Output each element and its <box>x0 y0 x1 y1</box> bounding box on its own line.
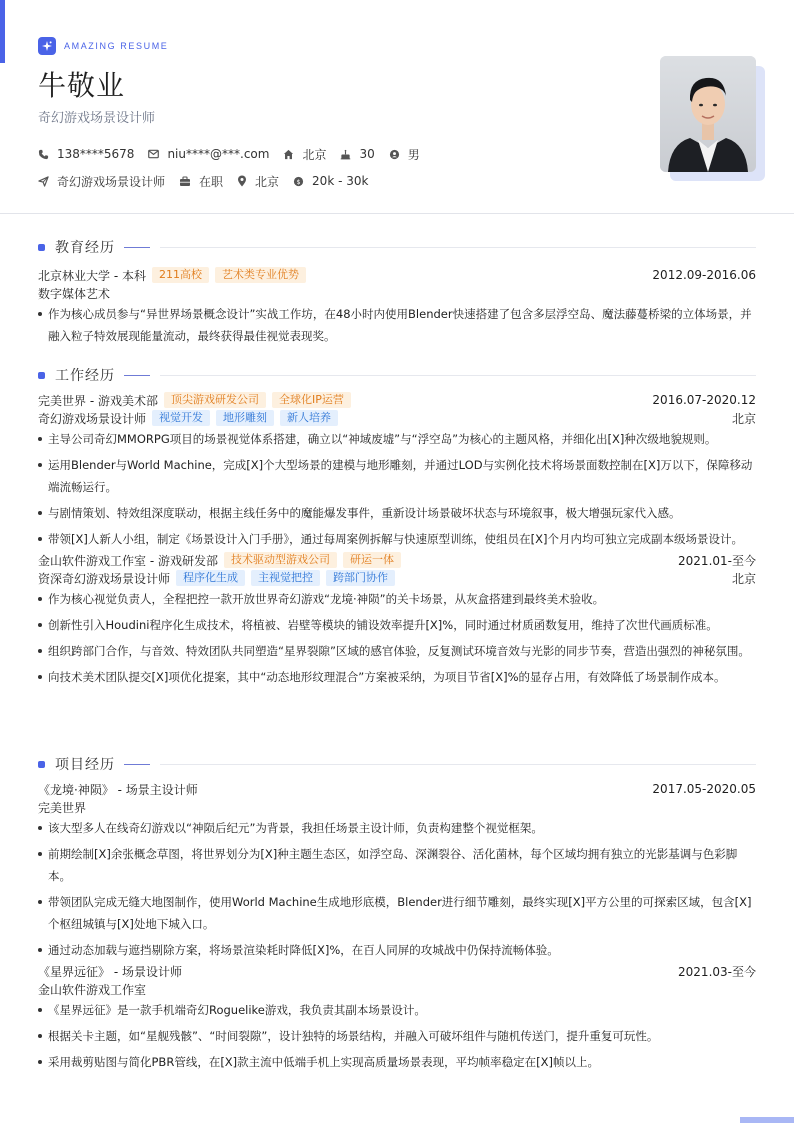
header-divider <box>0 213 794 214</box>
list-item: 运用Blender与World Machine，完成[X]个大型场景的建模与地形雕刻，并通过LOD与实例化技术将场景面数控制在[X]万以下，保障移动端流畅运行。 <box>38 454 756 498</box>
project-entry-header <box>38 962 756 980</box>
education-bullets <box>38 303 756 347</box>
work-bullets <box>38 428 756 550</box>
project-name: 《龙境·神陨》 - 场景主设计师 <box>38 782 198 797</box>
work-city: 北京 <box>731 411 756 426</box>
project-date: 2017.05-2020.05 <box>652 782 756 796</box>
brand <box>38 37 168 55</box>
role-tag: 视觉开发 <box>152 410 210 426</box>
company-tag: 全球化IP运营 <box>272 392 351 408</box>
salary-item <box>293 173 368 189</box>
list-item: 通过动态加载与遮挡剔除方案，将场景渲染耗时降低[X]%，在百人同屏的攻城战中仍保持流畅体验。 <box>38 939 756 961</box>
work-entry-header <box>38 551 756 569</box>
list-item: 前期绘制[X]余张概念草图，将世界划分为[X]种主题生态区，如浮空岛、深渊裂谷、活化菌林，每个区域均拥有独立的光影基调与色彩脚本。 <box>38 843 756 887</box>
list-item: 根据关卡主题，如“星舰残骸”、“时间裂隙”，设计独特的场景结构，并融入可破坏组件与随机传送门，提升重复可玩性。 <box>38 1025 756 1047</box>
project-date: 2021.03-至今 <box>678 964 756 979</box>
work-city: 北京 <box>731 571 756 586</box>
section-bullet-icon <box>38 244 45 251</box>
target-city: 北京 <box>255 174 280 189</box>
work-bullets <box>38 588 756 688</box>
section-header <box>38 364 756 386</box>
section-title: 教育经历 <box>55 240 115 256</box>
cake-icon <box>340 149 351 160</box>
list-item: 带领[X]人新人小组，制定《场景设计入门手册》，通过每周案例拆解与快速原型训练，使组员在[X]个月内均可独立完成副本级场景设计。 <box>38 528 756 550</box>
section-accent-line <box>124 247 150 248</box>
age-item <box>340 146 374 162</box>
profile-photo <box>660 56 756 172</box>
location-pin-icon <box>237 175 247 187</box>
role-tag: 程序化生成 <box>176 570 245 586</box>
work-entry-header <box>38 391 756 409</box>
education-entry-header <box>38 266 756 284</box>
work-section <box>38 364 756 692</box>
section-title: 项目经历 <box>55 757 115 773</box>
age: 30 <box>359 147 375 161</box>
list-item: 向技术美术团队提交[X]项优化提案，其中“动态地形纹理混合”方案被采纳，为项目节省[X]%的显存占用，有效降低了场景制作成本。 <box>38 666 756 688</box>
project-org: 完美世界 <box>38 800 87 815</box>
role-tag: 新人培养 <box>280 410 338 426</box>
employment-status: 在职 <box>199 174 224 189</box>
section-divider <box>160 764 756 765</box>
project-entry-header <box>38 780 756 798</box>
project-name: 《星界远征》 - 场景设计师 <box>38 964 182 979</box>
company-tag: 顶尖游戏研发公司 <box>164 392 266 408</box>
section-divider <box>160 375 756 376</box>
school-tag: 艺术类专业优势 <box>215 267 306 283</box>
role-tag: 地形雕刻 <box>216 410 274 426</box>
list-item: 带领团队完成无缝大地图制作，使用World Machine生成地形底模，Blender进行细节雕刻，最终实现[X]平方公里的可探索区域，包含[X]个枢纽城镇与[X]处地下城入口。 <box>38 891 756 935</box>
company-name: 金山软件游戏工作室 - 游戏研发部 <box>38 553 218 568</box>
role-tag: 主视觉把控 <box>251 570 320 586</box>
svg-text:$: $ <box>296 177 301 186</box>
list-item: 创新性引入Houdini程序化生成技术，将植被、岩壁等模块的铺设效率提升[X]%，同时通过材质函数复用，维持了次世代画质标准。 <box>38 614 756 636</box>
list-item: 采用裁剪贴图与简化PBR管线，在[X]款主流中低端手机上实现高质量场景表现，平均帧率稳定在[X]帧以上。 <box>38 1051 756 1073</box>
status-item <box>179 173 223 189</box>
company-tag: 研运一体 <box>343 552 401 568</box>
role-tag: 跨部门协作 <box>326 570 395 586</box>
work-role-row <box>38 409 756 427</box>
project-org-row <box>38 980 756 998</box>
section-accent-line <box>124 764 150 765</box>
home-icon <box>283 149 294 160</box>
target-role: 奇幻游戏场景设计师 <box>57 174 166 189</box>
list-item: 该大型多人在线奇幻游戏以“神陨后纪元”为背景，我担任场景主设计师，负责构建整个视觉框架。 <box>38 817 756 839</box>
brand-text: AMAZING RESUME <box>64 41 169 51</box>
salary-range: 20k - 30k <box>312 174 369 188</box>
company-tag: 技术驱动型游戏公司 <box>224 552 337 568</box>
job-role: 奇幻游戏场景设计师 <box>38 411 147 426</box>
project-org: 金山软件游戏工作室 <box>38 982 147 997</box>
coin-icon <box>293 176 304 187</box>
work-date: 2021.01-至今 <box>678 553 756 568</box>
section-header <box>38 753 756 775</box>
target-city-item <box>237 173 279 189</box>
major: 数字媒体艺术 <box>38 286 111 301</box>
section-accent-line <box>124 375 150 376</box>
list-item: 与剧情策划、特效组深度联动，根据主线任务中的魔能爆发事件，重新设计场景破坏状态与环境叙事，极大增强玩家代入感。 <box>38 502 756 524</box>
education-section <box>38 236 756 351</box>
briefcase-icon <box>179 176 191 187</box>
work-role-row <box>38 569 756 587</box>
list-item: 作为核心成员参与“异世界场景概念设计”实战工作坊，在48小时内使用Blender快速搭建了包含多层浮空岛、魔法藤蔓桥梁的立体场景，并融入粒子特效展现能量流动，最终获得最佳视觉表现奖。 <box>38 303 756 347</box>
gender-item <box>389 146 420 162</box>
section-bullet-icon <box>38 761 45 768</box>
gender-icon <box>389 149 400 160</box>
section-title: 工作经历 <box>55 368 115 384</box>
phone-number: 138****5678 <box>57 147 135 161</box>
list-item: 作为核心视觉负责人，全程把控一款开放世界奇幻游戏“龙境·神陨”的关卡场景，从灰盒搭建到最终美术验收。 <box>38 588 756 610</box>
work-date: 2016.07-2020.12 <box>652 393 756 407</box>
job-role: 资深奇幻游戏场景设计师 <box>38 571 171 586</box>
hometown: 北京 <box>302 147 327 162</box>
job-intent-row <box>38 173 382 189</box>
school-name: 北京林业大学 - 本科 <box>38 268 146 283</box>
project-bullets <box>38 817 756 961</box>
education-date: 2012.09-2016.06 <box>652 268 756 282</box>
project-org-row <box>38 798 756 816</box>
section-bullet-icon <box>38 372 45 379</box>
section-divider <box>160 247 756 248</box>
project-bullets <box>38 999 756 1073</box>
email-item <box>148 146 269 162</box>
projects-section <box>38 753 756 1077</box>
sparkle-icon <box>38 37 56 55</box>
send-icon <box>38 176 49 187</box>
phone-item <box>38 146 134 162</box>
contact-row <box>38 146 434 162</box>
candidate-title: 奇幻游戏场景设计师 <box>38 111 156 126</box>
email-address: niu****@***.com <box>167 147 270 161</box>
hometown-item <box>283 146 326 162</box>
section-header <box>38 236 756 258</box>
bottom-accent-bar <box>740 1117 794 1123</box>
list-item: 主导公司奇幻MMORPG项目的场景视觉体系搭建，确立以“神域废墟”与“浮空岛”为核心的主题风格，并细化出[X]种次级地貌规则。 <box>38 428 756 450</box>
gender: 男 <box>407 147 420 162</box>
school-tag: 211高校 <box>152 267 209 283</box>
company-name: 完美世界 - 游戏美术部 <box>38 393 158 408</box>
education-major-row <box>38 284 756 302</box>
target-role-item <box>38 173 165 189</box>
phone-icon <box>38 149 49 160</box>
list-item: 《星界远征》是一款手机端奇幻Roguelike游戏，我负责其副本场景设计。 <box>38 999 756 1021</box>
list-item: 组织跨部门合作，与音效、特效团队共同塑造“星界裂隙”区域的感官体验，反复测试环境音效与光影的同步节奏，营造出强烈的神秘氛围。 <box>38 640 756 662</box>
candidate-name: 牛敬业 <box>38 69 126 102</box>
left-accent-bar <box>0 0 5 63</box>
mail-icon <box>148 149 159 159</box>
